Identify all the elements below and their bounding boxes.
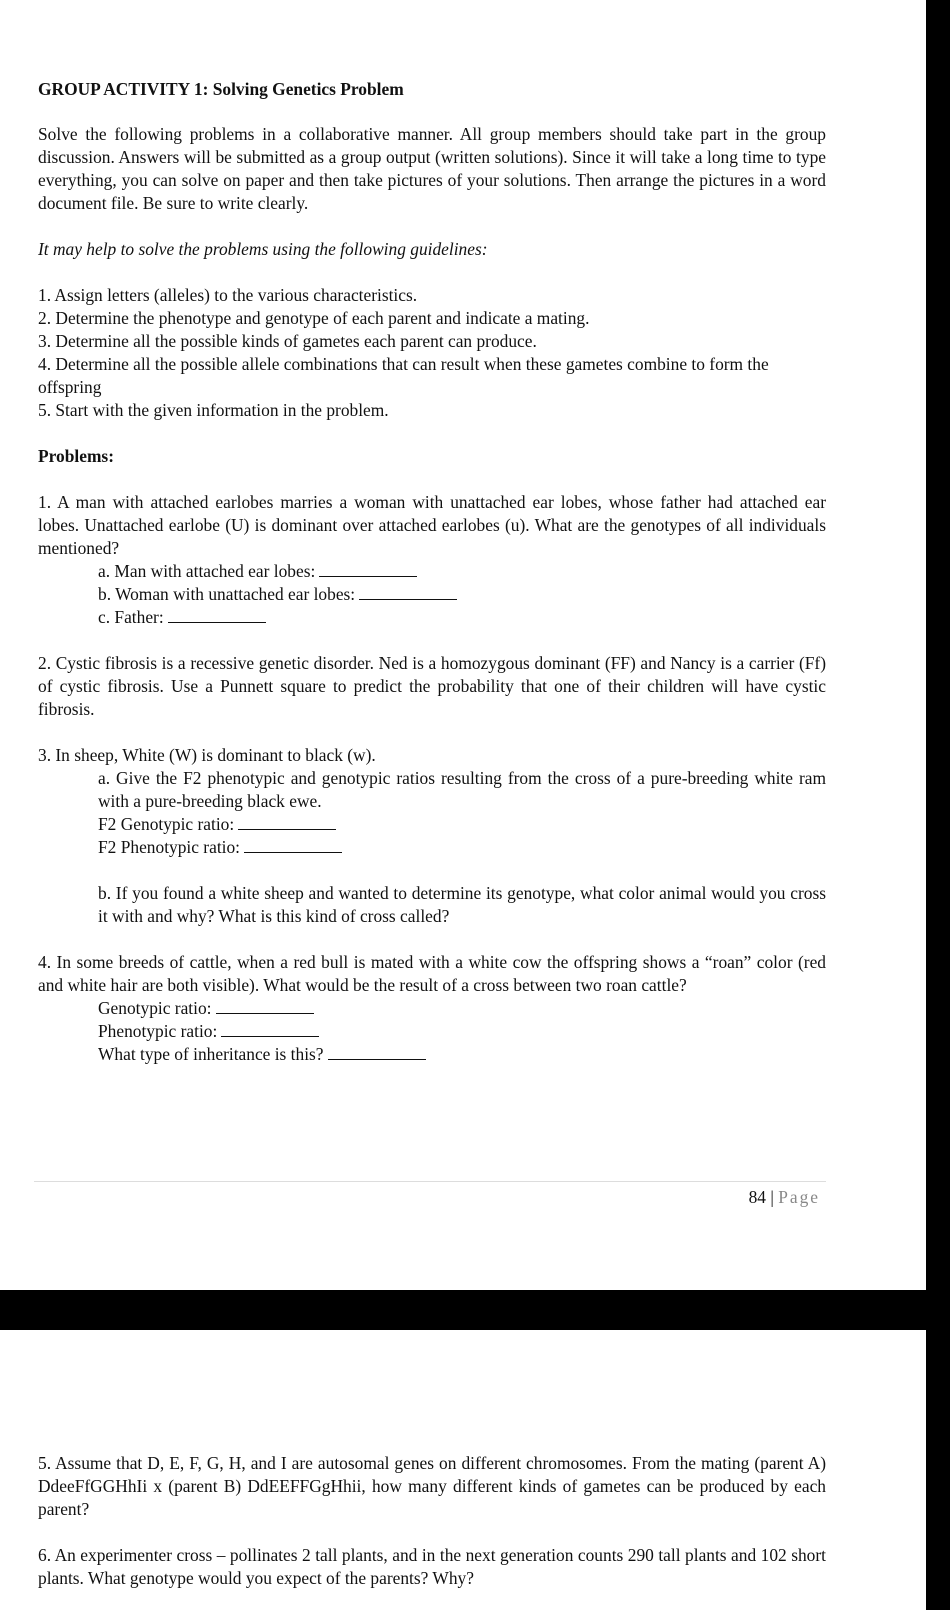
right-edge-bar <box>926 0 950 1610</box>
guideline-item: 2. Determine the phenotype and genotype of each parent and indicate a mating. <box>38 308 590 328</box>
answer-blank[interactable] <box>359 585 457 600</box>
guideline-item: 3. Determine all the possible kinds of gametes each parent can produce. <box>38 331 537 351</box>
problem-1b: b. Woman with unattached ear lobes: <box>38 583 826 606</box>
problem-1-text: 1. A man with attached earlobes marries a woman with unattached ear lobes, whose father had attached ear lobes. Unattached earlobe (U) is dominant over attached earlobes (u). What are the genotypes of all individuals mentioned? <box>38 492 826 558</box>
guideline-intro: It may help to solve the problems using the following guidelines: <box>38 239 488 259</box>
page-footer <box>749 1186 820 1209</box>
problem-5-text: 5. Assume that D, E, F, G, H, and I are autosomal genes on different chromosomes. From the mating (parent A) DdeeFfGGHhIi x (parent B) DdEEFFGgHhii, how many different kinds of gametes can be produced by each parent? <box>38 1453 826 1519</box>
problem-3-text: 3. In sheep, White (W) is dominant to black (w). <box>38 745 376 765</box>
problem-4-text: 4. In some breeds of cattle, when a red bull is mated with a white cow the offspring shows a “roan” color (red and white hair are both visible). What would be the result of a cross between two roan cattle? <box>38 952 826 995</box>
problem-2-text: 2. Cystic fibrosis is a recessive genetic disorder. Ned is a homozygous dominant (FF) and Nancy is a carrier (Ff) of cystic fibrosis. Use a Punnett square to predict the probability that one of their children will have cystic fibrosis. <box>38 653 826 719</box>
guideline-item: 4. Determine all the possible allele combinations that can result when these gametes combine to form the offspring <box>38 354 769 397</box>
answer-blank[interactable] <box>319 562 417 577</box>
answer-blank[interactable] <box>216 999 314 1014</box>
problem-3a: a. Give the F2 phenotypic and genotypic ratios resulting from the cross of a pure-breeding white ram with a pure-breeding black ewe. <box>98 768 826 811</box>
answer-blank[interactable] <box>168 608 266 623</box>
footer-divider <box>34 1181 826 1182</box>
page-break-band <box>0 1290 950 1330</box>
problem-3b: b. If you found a white sheep and wanted to determine its genotype, what color animal would you cross it with and why? What is this kind of cross called? <box>98 883 826 926</box>
problem-6-text: 6. An experimenter cross – pollinates 2 tall plants, and in the next generation counts 290 tall plants and 102 short plants. What genotype would you expect of the parents? Why? <box>38 1545 826 1588</box>
problem-3-genotypic: F2 Genotypic ratio: <box>38 813 826 836</box>
answer-blank[interactable] <box>244 838 342 853</box>
page-title: GROUP ACTIVITY 1: Solving Genetics Problem <box>38 79 404 99</box>
problem-4-inheritance: What type of inheritance is this? <box>38 1043 826 1066</box>
guideline-item: 1. Assign letters (alleles) to the various characteristics. <box>38 285 418 305</box>
problems-heading: Problems: <box>38 446 114 466</box>
problem-1c: c. Father: <box>38 606 826 629</box>
guideline-list <box>38 284 826 422</box>
answer-blank[interactable] <box>238 815 336 830</box>
problem-4-phenotypic: Phenotypic ratio: <box>38 1020 826 1043</box>
page-84 <box>38 78 826 1066</box>
problem-1a: a. Man with attached ear lobes: <box>38 560 826 583</box>
page-number: 84 <box>748 1187 766 1207</box>
page-label: Page <box>778 1187 820 1207</box>
page-85 <box>38 1452 826 1590</box>
footer-separator: | <box>770 1187 774 1207</box>
intro-paragraph: Solve the following problems in a collaborative manner. All group members should take part in the group discussion. Answers will be submitted as a group output (written solutions). Since it will take a long time to type everything, you can solve on paper and then take pictures of your solutions. Then arrange the pictures in a word document file. Be sure to write clearly. <box>38 124 826 213</box>
problem-4-genotypic: Genotypic ratio: <box>38 997 826 1020</box>
answer-blank[interactable] <box>221 1022 319 1037</box>
guideline-item: 5. Start with the given information in the problem. <box>38 400 389 420</box>
answer-blank[interactable] <box>328 1045 426 1060</box>
problem-3-phenotypic: F2 Phenotypic ratio: <box>38 836 826 859</box>
